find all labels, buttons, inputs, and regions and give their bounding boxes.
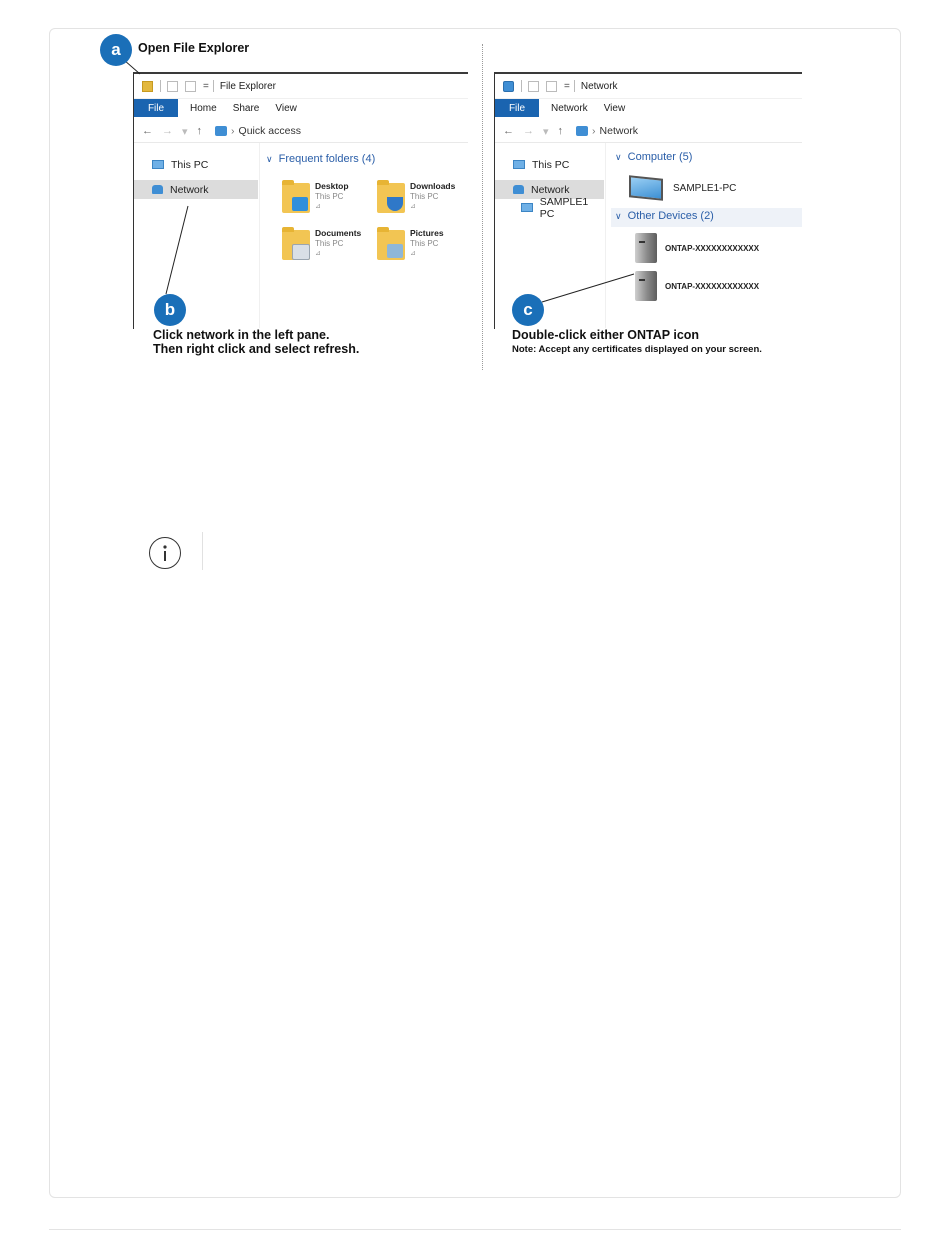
- info-glyph: [158, 543, 172, 563]
- folder-desktop[interactable]: [282, 181, 372, 221]
- customize-icon[interactable]: =: [564, 80, 570, 92]
- new-folder-icon[interactable]: [185, 81, 196, 92]
- folder-location: This PC: [315, 192, 344, 201]
- network-icon: [503, 81, 514, 92]
- computer-item[interactable]: [629, 177, 736, 199]
- chevron-down-icon: ∨: [615, 211, 622, 221]
- content-pane: [262, 143, 468, 328]
- back-arrow-icon[interactable]: ←: [142, 125, 153, 137]
- chevron-down-icon: ∨: [615, 152, 622, 162]
- nav-item-network[interactable]: [134, 180, 258, 199]
- address-path[interactable]: Network: [599, 125, 639, 137]
- nav-item-sample-pc[interactable]: [495, 195, 604, 220]
- customize-icon[interactable]: =: [203, 80, 209, 92]
- step-c-caption: Double-click either ONTAP icon: [512, 328, 700, 342]
- folder-name: Documents: [315, 228, 362, 238]
- tab-view[interactable]: View: [603, 102, 626, 114]
- breadcrumb-chevron-icon: ›: [231, 125, 235, 137]
- computer-icon: [152, 160, 164, 169]
- folder-icon: [377, 183, 405, 213]
- monitor-icon: [629, 175, 663, 201]
- step-a-heading: Open File Explorer: [138, 41, 250, 55]
- properties-icon[interactable]: [528, 81, 539, 92]
- nav-item-this-pc[interactable]: [495, 155, 604, 174]
- nav-item-label: This PC: [532, 158, 570, 171]
- computer-icon: [513, 160, 525, 169]
- picture-icon: [387, 244, 403, 258]
- group-heading-label: Other Devices (2): [627, 210, 714, 222]
- folder-name: Desktop: [315, 181, 349, 191]
- desktop-icon: [292, 197, 308, 211]
- explorer-window-left: [133, 72, 468, 329]
- network-icon: [576, 126, 588, 136]
- folder-location: This PC: [410, 239, 439, 248]
- ontap-device-2[interactable]: [635, 271, 759, 301]
- device-name: ONTAP-XXXXXXXXXXXX: [665, 243, 760, 253]
- recent-chevron-icon[interactable]: ▾: [182, 125, 188, 138]
- tab-view[interactable]: View: [275, 102, 297, 114]
- tab-share[interactable]: Share: [232, 102, 260, 114]
- file-explorer-figure: [96, 34, 808, 370]
- window-title: Network: [580, 80, 618, 92]
- group-heading-label: Computer (5): [627, 151, 693, 163]
- nav-item-label: This PC: [171, 158, 209, 171]
- pin-icon: ⊿: [410, 250, 416, 257]
- document-icon: [292, 244, 310, 260]
- computer-icon: [521, 203, 533, 212]
- titlebar: [134, 74, 468, 99]
- explorer-body: [134, 143, 468, 328]
- window-title: File Explorer: [219, 80, 276, 92]
- step-b-caption: [153, 328, 359, 356]
- separator: [521, 80, 522, 92]
- up-arrow-icon[interactable]: ↑: [196, 125, 203, 137]
- nav-item-this-pc[interactable]: [134, 155, 258, 174]
- device-name: ONTAP-XXXXXXXXXXXX: [665, 281, 760, 291]
- step-b-marker: b: [154, 294, 186, 326]
- ontap-device-1[interactable]: [635, 233, 759, 263]
- address-path[interactable]: Quick access: [238, 125, 301, 137]
- computer-group-heading[interactable]: [615, 151, 692, 163]
- address-bar: [495, 120, 802, 143]
- figure-divider: [482, 44, 483, 370]
- caption-line: Then right click and select refresh.: [153, 342, 360, 356]
- recent-chevron-icon[interactable]: ▾: [543, 125, 549, 138]
- info-icon: [149, 537, 181, 569]
- network-icon: [513, 185, 524, 194]
- step-a-marker: a: [100, 34, 132, 66]
- frequent-folders-heading[interactable]: [266, 153, 375, 165]
- computer-name: SAMPLE1-PC: [673, 182, 737, 194]
- up-arrow-icon[interactable]: ↑: [557, 125, 564, 137]
- folder-icon: [282, 230, 310, 260]
- ribbon: [495, 99, 802, 117]
- back-arrow-icon[interactable]: ←: [503, 125, 514, 137]
- folder-location: This PC: [410, 192, 439, 201]
- folder-name: Downloads: [410, 181, 456, 191]
- folder-icon: [377, 230, 405, 260]
- navigation-pane: [495, 143, 606, 328]
- separator: [160, 80, 161, 92]
- content-pane: [611, 143, 802, 328]
- tab-file[interactable]: File: [134, 99, 178, 117]
- step-c-note: Note: Accept any certificates displayed on your screen.: [512, 344, 762, 355]
- tab-network[interactable]: Network: [551, 102, 588, 114]
- download-arrow-icon: [387, 197, 403, 211]
- folder-location: This PC: [315, 239, 344, 248]
- group-heading-label: Frequent folders (4): [278, 153, 376, 165]
- pin-icon: ⊿: [410, 203, 416, 210]
- tab-home[interactable]: Home: [190, 102, 217, 114]
- pin-icon: ⊿: [315, 203, 321, 210]
- navigation-pane: [134, 143, 260, 328]
- ribbon: [134, 99, 468, 117]
- titlebar: [495, 74, 802, 99]
- caption-line: Click network in the left pane.: [153, 328, 330, 342]
- network-icon: [152, 185, 163, 194]
- explorer-window-right: [494, 72, 802, 329]
- quick-access-icon: [215, 126, 227, 136]
- separator: [574, 80, 575, 92]
- note-divider: [202, 532, 203, 570]
- server-icon: [635, 271, 657, 301]
- folder-icon: [282, 183, 310, 213]
- folder-name: Pictures: [410, 228, 444, 238]
- breadcrumb-chevron-icon: ›: [592, 125, 596, 137]
- step-c-marker: c: [512, 294, 544, 326]
- new-folder-icon[interactable]: [546, 81, 557, 92]
- folder-downloads[interactable]: [377, 181, 467, 221]
- chevron-down-icon: ∨: [266, 154, 273, 164]
- properties-icon[interactable]: [167, 81, 178, 92]
- folder-icon: [142, 81, 153, 92]
- nav-item-label: SAMPLE1 PC: [539, 195, 589, 220]
- nav-item-label: Network: [170, 183, 209, 196]
- pin-icon: ⊿: [315, 250, 321, 257]
- separator: [213, 80, 214, 92]
- other-devices-heading[interactable]: [615, 210, 714, 222]
- folder-documents[interactable]: [282, 228, 372, 268]
- server-icon: [635, 233, 657, 263]
- folder-pictures[interactable]: [377, 228, 467, 268]
- forward-arrow-icon[interactable]: →: [523, 125, 534, 137]
- nav-item-label: Network: [531, 183, 570, 196]
- forward-arrow-icon[interactable]: →: [162, 125, 173, 137]
- footer-rule: [49, 1229, 901, 1230]
- address-bar: [134, 120, 468, 143]
- tab-file[interactable]: File: [495, 99, 539, 117]
